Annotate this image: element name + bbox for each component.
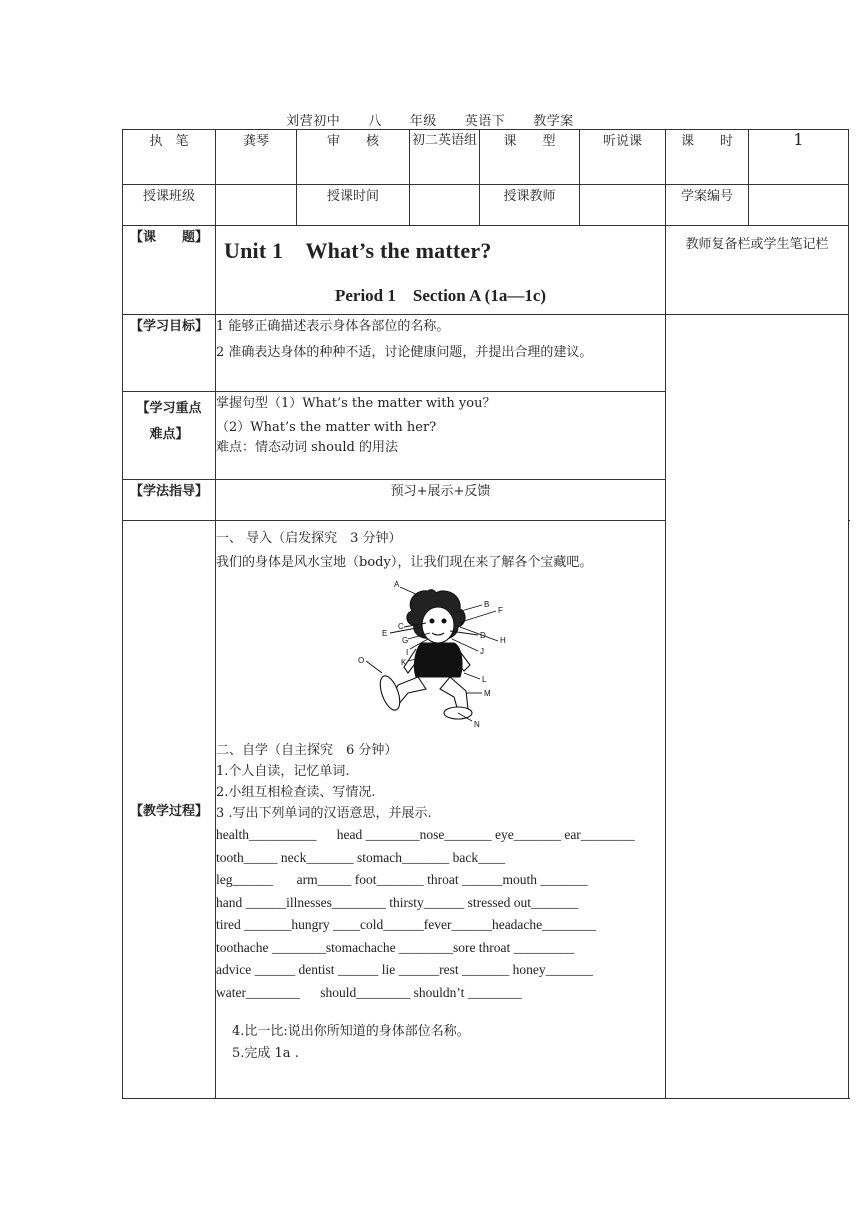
goals-label: 【学习目标】 bbox=[123, 315, 216, 392]
method-label: 【学法指导】 bbox=[123, 480, 216, 521]
figure-label-f: F bbox=[497, 606, 503, 615]
class-value bbox=[216, 185, 297, 226]
vocab-line: advice ______ dentist ______ lie ______rest _______ honey_______ bbox=[216, 962, 593, 977]
body-parts-illustration bbox=[346, 581, 536, 731]
figure-label-m: M bbox=[483, 689, 491, 698]
key-points-label bbox=[123, 392, 216, 480]
key-point-sentence-1: 掌握句型（1）What’s the matter with you？ bbox=[216, 396, 496, 411]
school-name: 刘营初中 bbox=[286, 114, 341, 129]
step1-text: 我们的身体是风水宝地（body），让我们现在来了解各个宝藏吧。 bbox=[216, 555, 593, 570]
figure-label-b: B bbox=[483, 600, 489, 609]
vocab-line: hand ______illnesses________ thirsty______ stressed out_______ bbox=[216, 894, 579, 910]
vocab-line: water________ should________ shouldn’t ________ bbox=[216, 984, 522, 1000]
key-point-sentence-2: （2）What’s the matter with her? bbox=[216, 420, 437, 435]
figure-label-j: J bbox=[479, 647, 484, 656]
process-label: 【教学过程】 bbox=[123, 521, 216, 1099]
figure-label-c: C bbox=[397, 622, 404, 631]
goals-row bbox=[123, 315, 849, 392]
author-value: 龚琴 bbox=[216, 130, 297, 185]
figure-label-d: D bbox=[479, 631, 486, 640]
figure-label-a: A bbox=[393, 581, 399, 589]
figure-label-o: O bbox=[357, 656, 364, 665]
lesson-plan-table bbox=[122, 129, 849, 1099]
grade-number: 八 bbox=[368, 114, 382, 129]
subject: 英语下 bbox=[464, 114, 506, 129]
key-points-label-line2: 难点】 bbox=[149, 427, 189, 442]
goal-item: 2 准确表达身体的种种不适，讨论健康问题，并提出合理的建议。 bbox=[216, 345, 593, 360]
document-header bbox=[0, 110, 860, 129]
step4: 4.比一比:说出你所知道的身体部位名称。 bbox=[232, 1024, 470, 1039]
teacher-value bbox=[580, 185, 666, 226]
unit-title: Unit 1 What’s the matter? bbox=[224, 238, 492, 263]
step1-title: 一、 导入（启发探究 3 分钟） bbox=[216, 531, 402, 546]
step2-list bbox=[216, 761, 665, 824]
figure-label-h: H bbox=[499, 636, 506, 645]
process-content bbox=[216, 521, 666, 1099]
notes-column-label: 教师复备栏或学生笔记栏 bbox=[666, 226, 849, 315]
vocabulary-exercise bbox=[216, 824, 665, 1004]
hours-label: 课 时 bbox=[666, 130, 749, 185]
doc-type: 教学案 bbox=[533, 114, 574, 129]
step5: 5.完成 1a . bbox=[232, 1046, 299, 1061]
topic-content bbox=[216, 226, 666, 315]
class-label: 授课班级 bbox=[123, 185, 216, 226]
method-text: 预习+展示+反馈 bbox=[216, 480, 666, 521]
author-label: 执 笔 bbox=[123, 130, 216, 185]
vocab-line: toothache ________stomachache ________sore throat _________ bbox=[216, 939, 575, 955]
key-points-content bbox=[216, 392, 666, 480]
topic-label: 【课 题】 bbox=[123, 226, 216, 315]
figure-label-g: G bbox=[401, 636, 408, 645]
lesson-type-value: 听说课 bbox=[580, 130, 666, 185]
period-title: Period 1 Section A (1a—1c) bbox=[334, 286, 547, 305]
review-label: 审 核 bbox=[297, 130, 410, 185]
info-row-1 bbox=[123, 130, 849, 185]
plan-number-label: 学案编号 bbox=[666, 185, 749, 226]
figure-label-e: E bbox=[381, 629, 387, 638]
vocab-line: health__________ head ________nose_______ eye_______ ear________ bbox=[216, 827, 635, 842]
plan-number-value bbox=[749, 185, 849, 226]
vocab-line: tired _______hungry ____cold______fever______headache________ bbox=[216, 917, 597, 932]
step2-title: 二、自学（自主探究 6 分钟） bbox=[216, 743, 398, 758]
grade-label: 年级 bbox=[409, 114, 437, 129]
step2-item-1: 1.个人自读，记忆单词. bbox=[216, 764, 350, 779]
hours-value: 1 bbox=[749, 130, 849, 185]
figure-label-n: N bbox=[473, 720, 480, 729]
notes-column bbox=[666, 315, 849, 1099]
review-group: 初二英语组 bbox=[410, 130, 480, 185]
figure-label-l: L bbox=[481, 675, 486, 684]
info-row-2 bbox=[123, 185, 849, 226]
goals-content bbox=[216, 315, 666, 392]
step2-item-2: 2.小组互相检查读、写情况. bbox=[216, 785, 376, 800]
vocab-line: tooth_____ neck_______ stomach_______ back____ bbox=[216, 849, 506, 865]
lesson-type-label: 课 型 bbox=[480, 130, 580, 185]
teacher-label: 授课教师 bbox=[480, 185, 580, 226]
key-points-label-line1: 【学习重点 bbox=[136, 401, 202, 416]
topic-row bbox=[123, 226, 849, 315]
vocab-line: leg______ arm_____ foot_______ throat ______mouth _______ bbox=[216, 872, 588, 887]
step2-item-3: 3 .写出下列单词的汉语意思，并展示. bbox=[216, 806, 432, 821]
goal-item: 1 能够正确描述表示身体各部位的名称。 bbox=[216, 319, 450, 334]
key-point-difficulty: 难点：情态动词 should 的用法 bbox=[216, 440, 398, 455]
time-value bbox=[410, 185, 480, 226]
figure-label-i: I bbox=[405, 648, 408, 657]
figure-label-k: K bbox=[400, 658, 406, 667]
time-label: 授课时间 bbox=[297, 185, 410, 226]
